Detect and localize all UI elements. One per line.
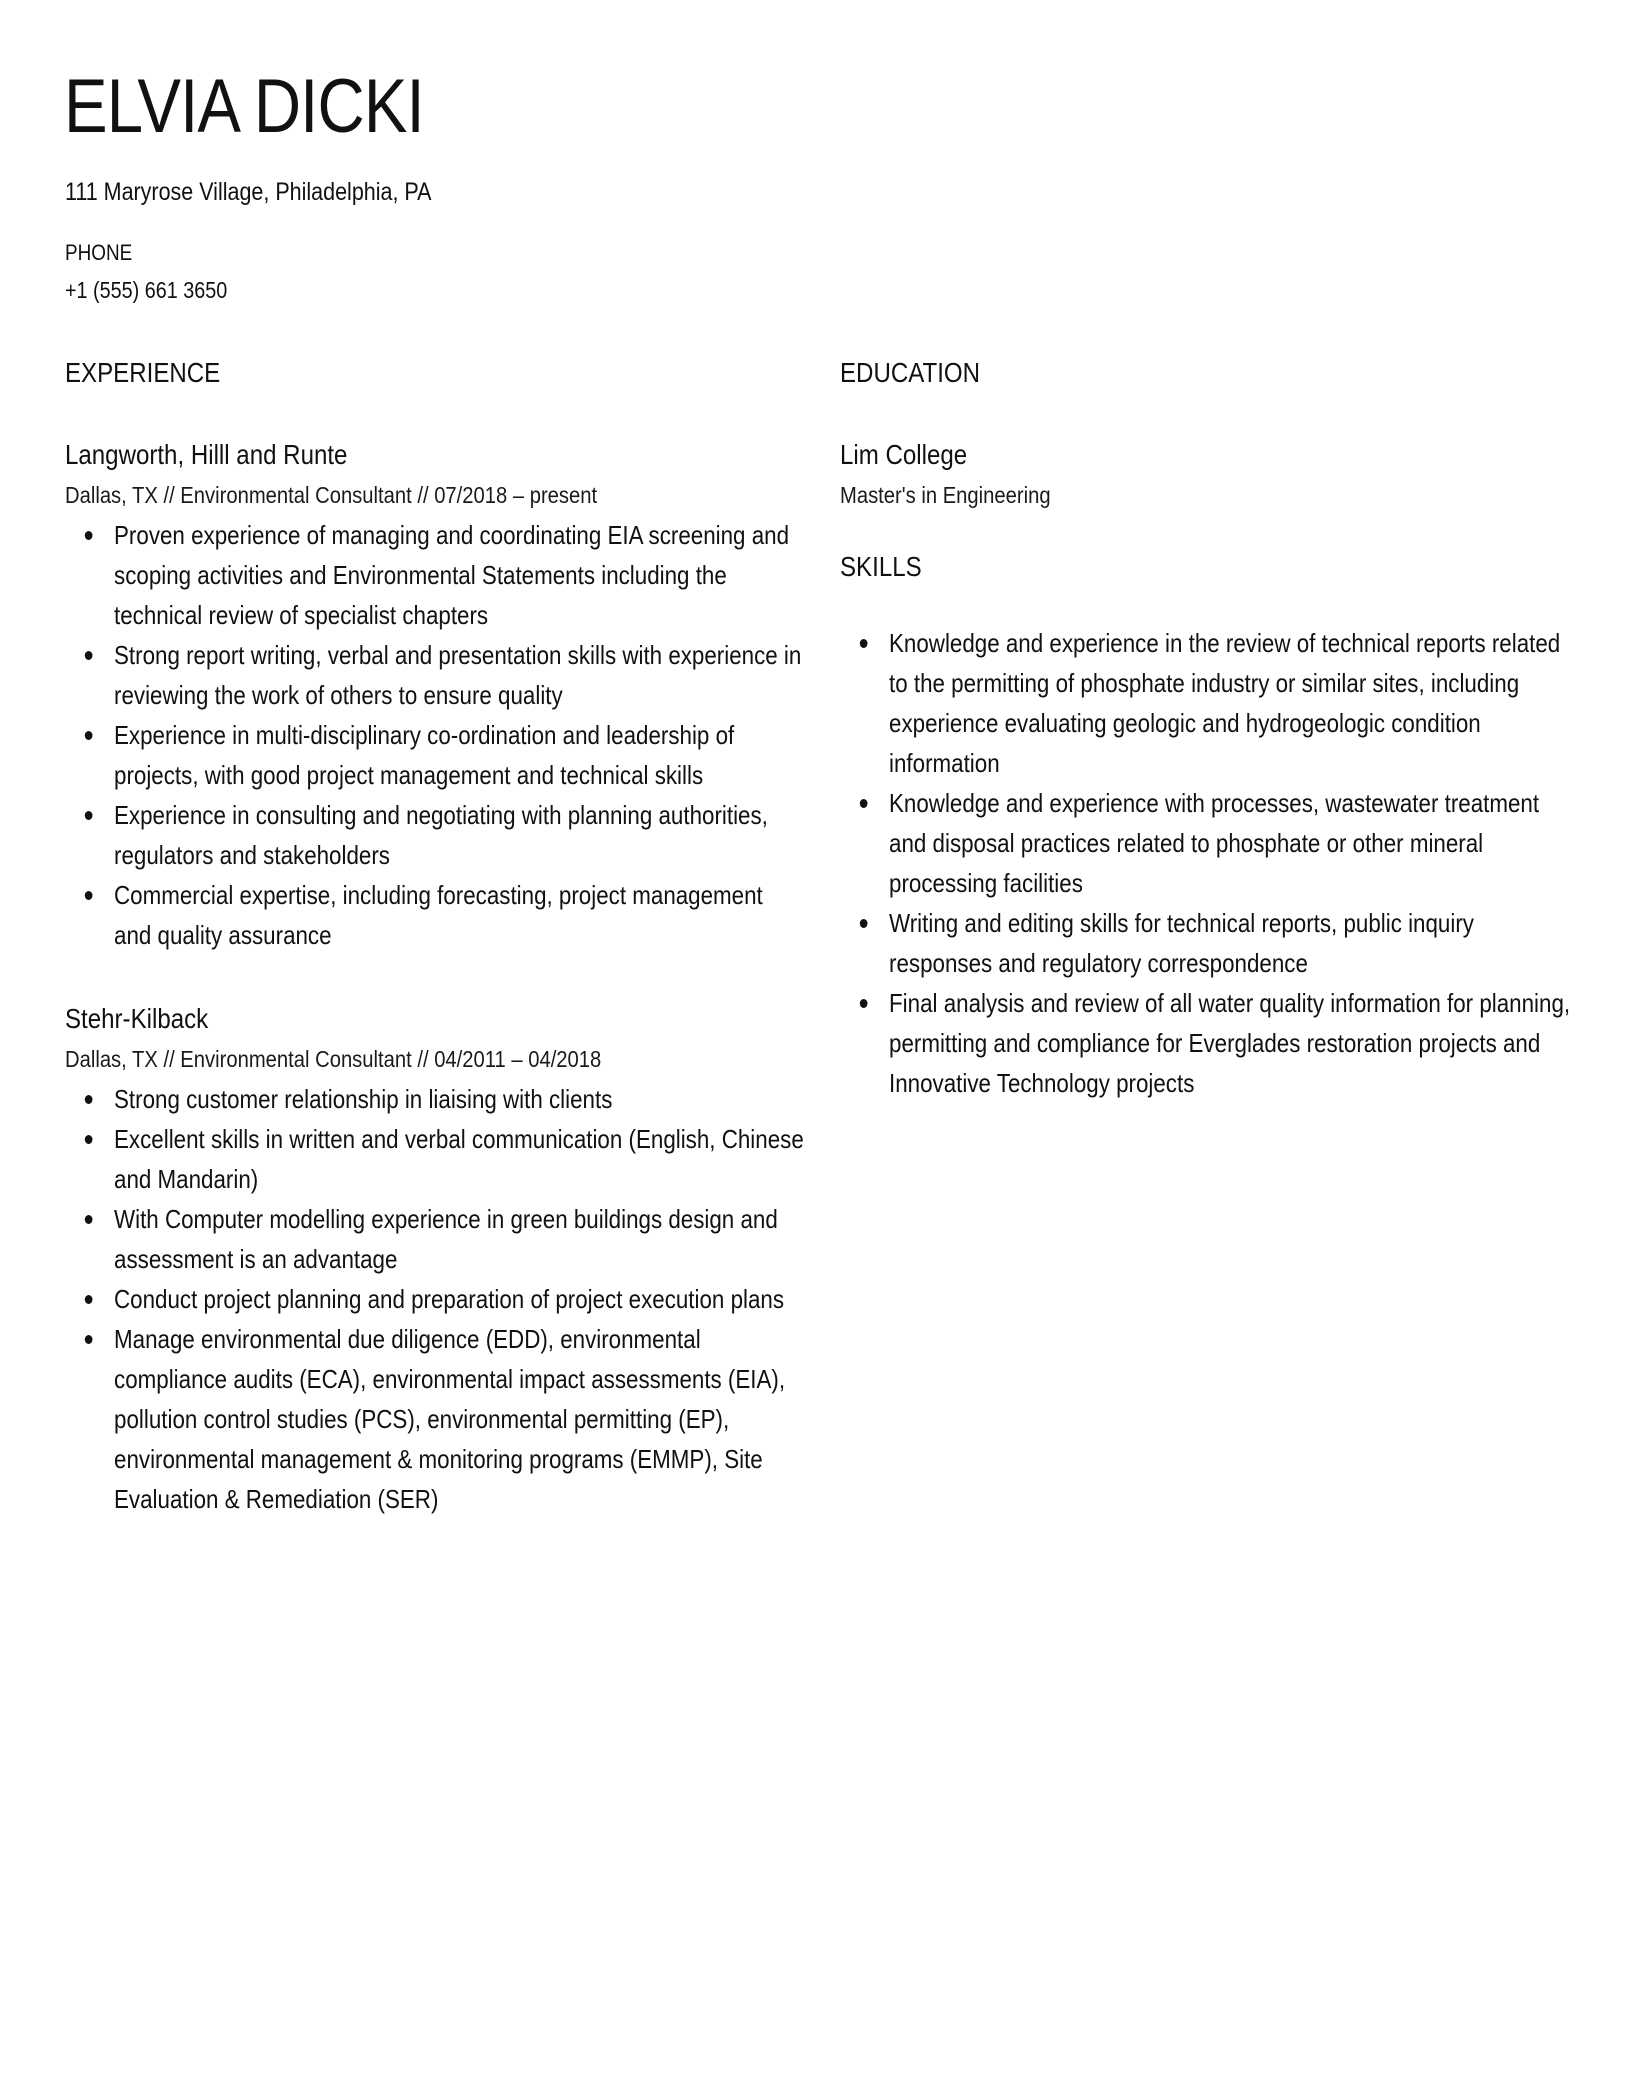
bullet-item: With Computer modelling experience in green buildings design and assessment is an advantage bbox=[65, 1199, 805, 1279]
job-bullets bbox=[65, 515, 805, 955]
degree: Master's in Engineering bbox=[840, 482, 1051, 508]
bullet-item: Proven experience of managing and coordinating EIA screening and scoping activities and Environmental Statements including the technical review of specialist chapters bbox=[65, 515, 805, 635]
bullet-icon bbox=[85, 811, 93, 820]
bullet-icon bbox=[85, 1215, 93, 1224]
job-entry bbox=[65, 1001, 805, 1519]
address: 111 Maryrose Village, Philadelphia, PA bbox=[65, 178, 432, 206]
bullet-item: Experience in consulting and negotiating with planning authorities, regulators and stakeholders bbox=[65, 795, 805, 875]
skill-item: Knowledge and experience with processes, wastewater treatment and disposal practices related to phosphate or other mineral processing facilities bbox=[840, 783, 1580, 903]
bullet-icon bbox=[85, 651, 93, 660]
bullet-item: Manage environmental due diligence (EDD), environmental compliance audits (ECA), environmental impact assessments (EIA), pollution control studies (PCS), environmental permitting (EP), environmental management & monitoring programs (EMMP), Site Evaluation & Remediation (SER) bbox=[65, 1319, 805, 1519]
bullet-icon bbox=[85, 531, 93, 540]
education-entry bbox=[840, 437, 1580, 511]
bullet-item: Excellent skills in written and verbal communication (English, Chinese and Mandarin) bbox=[65, 1119, 805, 1199]
bullet-icon bbox=[85, 731, 93, 740]
experience-heading: EXPERIENCE bbox=[65, 357, 221, 388]
skills-list bbox=[840, 623, 1580, 1103]
skill-item: Final analysis and review of all water quality information for planning, permitting and compliance for Everglades restoration projects and Innovative Technology projects bbox=[840, 983, 1580, 1103]
skills-heading: SKILLS bbox=[840, 551, 922, 582]
education-skills-column bbox=[840, 355, 1580, 1103]
bullet-icon bbox=[85, 891, 93, 900]
phone-number: +1 (555) 661 3650 bbox=[65, 277, 228, 303]
job-meta: Dallas, TX // Environmental Consultant // 04/2011 – 04/2018 bbox=[65, 1046, 602, 1072]
bullet-icon bbox=[860, 639, 868, 648]
school-name: Lim College bbox=[840, 439, 968, 470]
bullet-item: Strong customer relationship in liaising with clients bbox=[65, 1079, 805, 1119]
bullet-item: Conduct project planning and preparation of project execution plans bbox=[65, 1279, 805, 1319]
skill-item: Knowledge and experience in the review of technical reports related to the permitting of phosphate industry or similar sites, including experience evaluating geologic and hydrogeologic condition information bbox=[840, 623, 1580, 783]
bullet-icon bbox=[860, 799, 868, 808]
bullet-icon bbox=[85, 1135, 93, 1144]
job-entry bbox=[65, 437, 805, 955]
experience-column bbox=[65, 355, 805, 1519]
job-company: Stehr-Kilback bbox=[65, 1003, 209, 1034]
bullet-item: Strong report writing, verbal and presentation skills with experience in reviewing the work of others to ensure quality bbox=[65, 635, 805, 715]
skill-item: Writing and editing skills for technical reports, public inquiry responses and regulatory correspondence bbox=[840, 903, 1580, 983]
candidate-name: ELVIA DICKI bbox=[64, 64, 424, 149]
bullet-item: Experience in multi-disciplinary co-ordination and leadership of projects, with good project management and technical skills bbox=[65, 715, 805, 795]
bullet-icon bbox=[85, 1335, 93, 1344]
bullet-icon bbox=[860, 919, 868, 928]
bullet-icon bbox=[85, 1295, 93, 1304]
education-heading: EDUCATION bbox=[840, 357, 981, 388]
phone-label: PHONE bbox=[65, 240, 133, 265]
bullet-icon bbox=[85, 1095, 93, 1104]
job-company: Langworth, Hilll and Runte bbox=[65, 439, 348, 470]
bullet-icon bbox=[860, 999, 868, 1008]
job-meta: Dallas, TX // Environmental Consultant // 07/2018 – present bbox=[65, 482, 598, 508]
bullet-item: Commercial expertise, including forecasting, project management and quality assurance bbox=[65, 875, 805, 955]
job-bullets bbox=[65, 1079, 805, 1519]
